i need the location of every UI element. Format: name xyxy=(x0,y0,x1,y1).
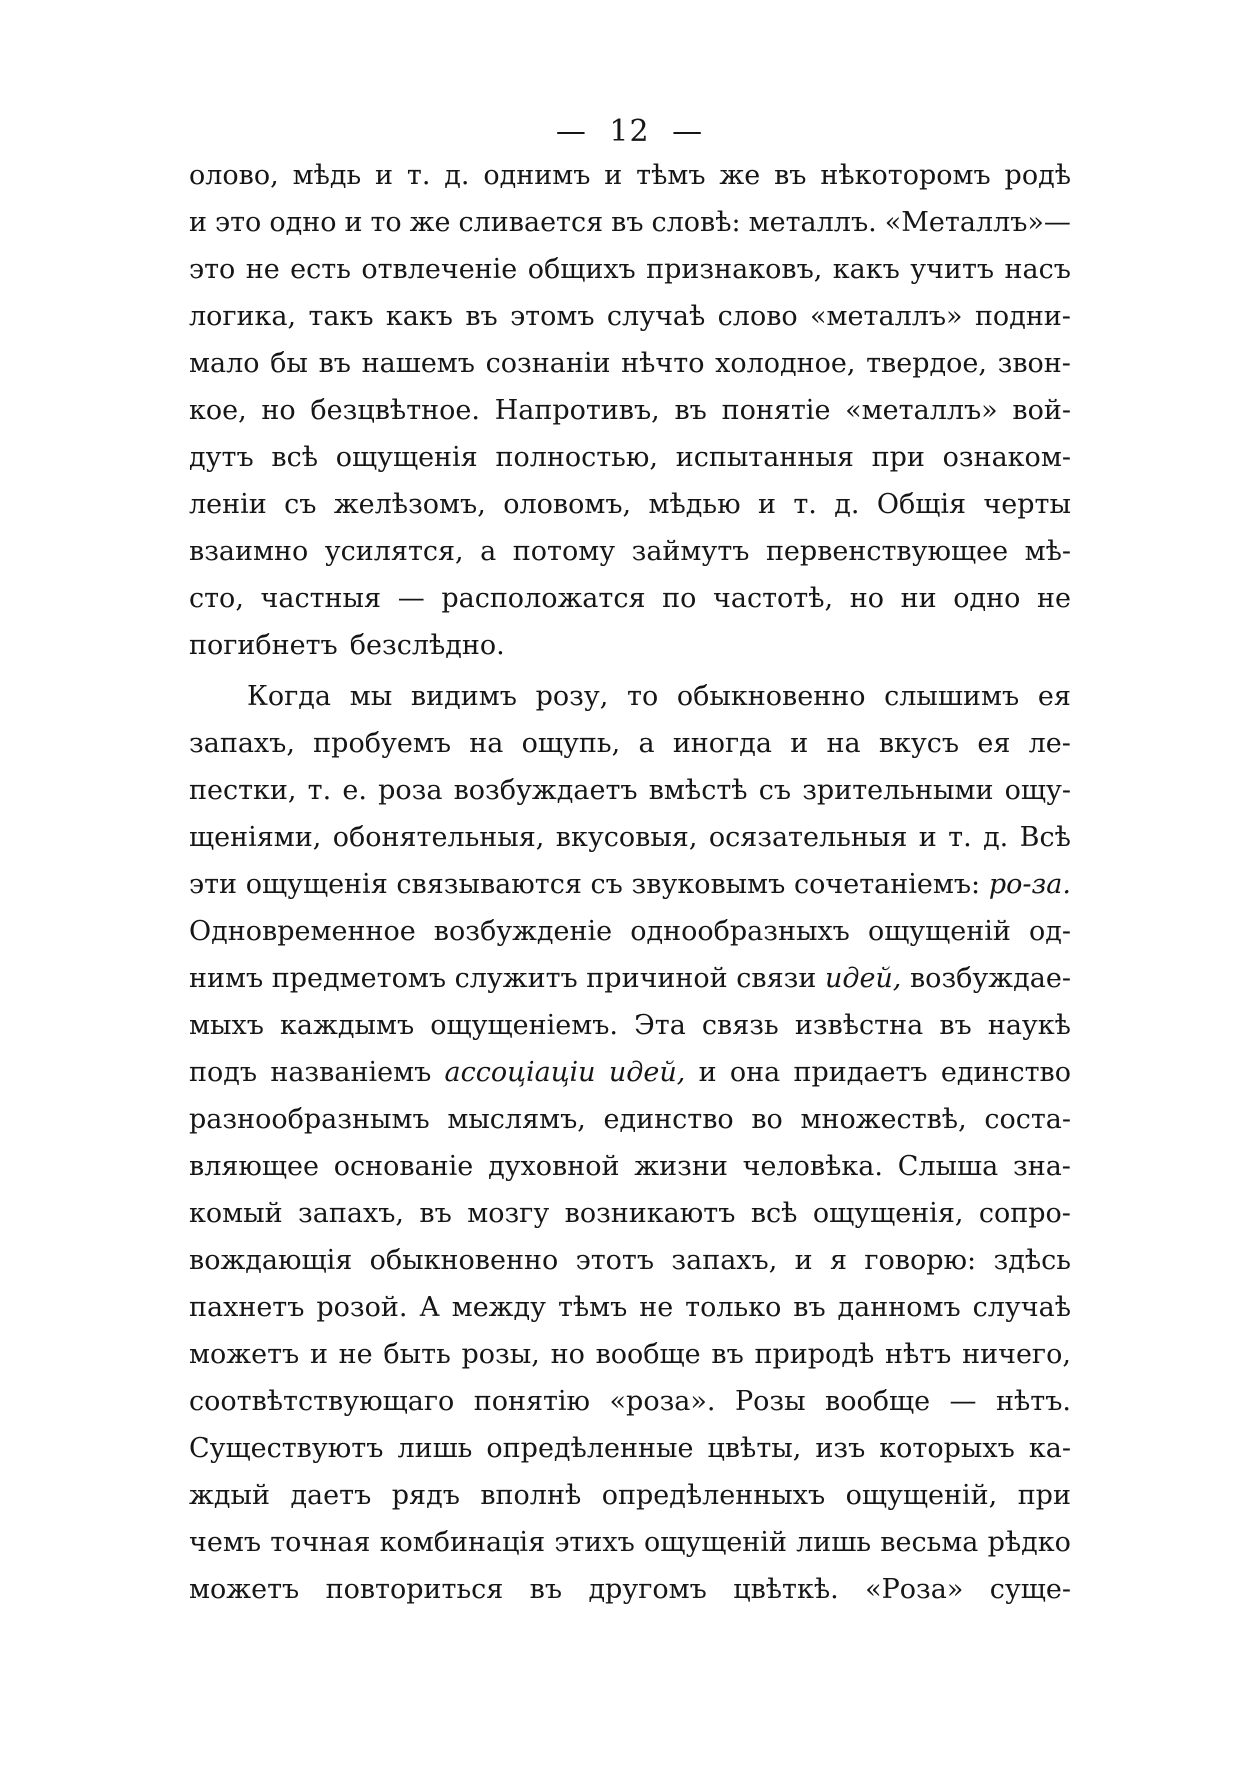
word: то xyxy=(370,207,402,238)
word: запахъ, xyxy=(671,1245,778,1276)
word: но xyxy=(261,395,296,426)
word: служитъ xyxy=(454,963,578,994)
word: холодное, xyxy=(715,348,856,379)
word: повториться xyxy=(325,1574,504,1605)
word: одно xyxy=(953,583,1021,614)
word: извѣстна xyxy=(794,1010,924,1041)
word: и xyxy=(757,489,776,520)
word: же xyxy=(719,160,761,191)
word: Существуютъ xyxy=(189,1433,384,1464)
word: Эта xyxy=(634,1010,686,1041)
text-line xyxy=(189,293,1071,340)
word: Напротивъ, xyxy=(494,395,660,426)
word: въ xyxy=(793,1292,826,1323)
word: вообще xyxy=(825,1386,931,1417)
word: тѣмъ xyxy=(557,1292,628,1323)
word: нѣкоторомъ xyxy=(820,160,991,191)
word: обыкновенно xyxy=(369,1245,559,1276)
word: соотвѣтствующаго xyxy=(189,1386,455,1417)
word: расположатся xyxy=(441,583,646,614)
word: понятіе xyxy=(721,395,831,426)
word: подни- xyxy=(974,301,1071,332)
word: и xyxy=(794,1245,813,1276)
word: черты xyxy=(983,489,1071,520)
word: мѣдь xyxy=(292,160,362,191)
word: возбуждаетъ xyxy=(453,775,638,806)
word: ощупь, xyxy=(521,728,621,759)
word: вообще xyxy=(595,1339,701,1370)
word: т. xyxy=(406,160,431,191)
word: мѣдью xyxy=(648,489,741,520)
word: въ xyxy=(674,395,707,426)
word: Всѣ xyxy=(1019,822,1071,853)
word: можетъ xyxy=(189,1339,300,1370)
word: точная xyxy=(270,1527,371,1558)
text-line xyxy=(189,387,1071,434)
word: мозгу xyxy=(467,1198,550,1229)
text-line xyxy=(189,340,1071,387)
word: звуковымъ xyxy=(631,869,786,900)
word: ея xyxy=(1037,681,1071,712)
word: основаніе xyxy=(333,1151,474,1182)
word: обыкновенно xyxy=(676,681,866,712)
word: и xyxy=(790,728,809,759)
text-line xyxy=(189,955,1071,1002)
word: ощущенія xyxy=(245,869,388,900)
word: опредѣленные xyxy=(486,1433,694,1464)
text-line xyxy=(189,434,1071,481)
word: причиной xyxy=(586,963,728,994)
word: Розы xyxy=(734,1386,806,1417)
word: слово xyxy=(717,301,798,332)
word: говорю: xyxy=(864,1245,977,1276)
word: цвѣткѣ. xyxy=(733,1574,839,1605)
word: сознаніи xyxy=(485,348,611,379)
word: въ xyxy=(939,1010,972,1041)
text-line xyxy=(189,861,1071,908)
text-line xyxy=(189,199,1071,246)
text-line xyxy=(189,622,1071,669)
word: вляющее xyxy=(189,1151,319,1182)
word: въ xyxy=(774,160,807,191)
word: безцвѣтное. xyxy=(310,395,480,426)
word: «роза». xyxy=(609,1386,716,1417)
text-line xyxy=(189,528,1071,575)
word: возбуждае- xyxy=(909,963,1071,994)
text-line xyxy=(189,814,1071,861)
word: какъ xyxy=(385,301,453,332)
text-line xyxy=(189,1096,1071,1143)
word: розой. xyxy=(316,1292,408,1323)
word: вмѣстѣ xyxy=(648,775,748,806)
word: пробуемъ xyxy=(313,728,452,759)
word: безслѣдно. xyxy=(349,630,505,661)
word: съ xyxy=(284,489,317,520)
word: суще- xyxy=(989,1574,1071,1605)
word: насъ xyxy=(1004,254,1071,285)
word: какъ xyxy=(832,254,900,285)
text-line xyxy=(189,908,1071,955)
word: на xyxy=(826,728,861,759)
word: однимъ xyxy=(483,160,591,191)
word: названіемъ xyxy=(270,1057,432,1088)
word: щеніями, xyxy=(189,822,322,853)
word: ничего, xyxy=(962,1339,1071,1370)
word: ознаком- xyxy=(942,442,1071,473)
word: сочетаніемъ: xyxy=(794,869,981,900)
word: это xyxy=(189,254,236,285)
word: однообразныхъ xyxy=(630,916,850,947)
word: сопро- xyxy=(978,1198,1071,1229)
word: она xyxy=(729,1057,781,1088)
text-line xyxy=(189,575,1071,622)
word: по xyxy=(662,583,697,614)
word: кое, xyxy=(189,395,247,426)
word: первенствующее xyxy=(765,536,1009,567)
word: я xyxy=(830,1245,848,1276)
text-line xyxy=(189,1472,1071,1519)
word: связываются xyxy=(396,869,582,900)
word: на xyxy=(469,728,504,759)
word: комый xyxy=(189,1198,283,1229)
text-line xyxy=(189,673,1071,720)
text-line xyxy=(189,720,1071,767)
word: другомъ xyxy=(588,1574,707,1605)
body-text xyxy=(189,152,1071,1613)
word: и xyxy=(918,822,937,853)
word: тѣмъ xyxy=(636,160,706,191)
text-line xyxy=(189,1190,1071,1237)
word: въ xyxy=(611,207,644,238)
word: обонятельныя, xyxy=(332,822,545,853)
word: ощущенія, xyxy=(812,1198,964,1229)
word: при xyxy=(1017,1480,1071,1511)
word: е. xyxy=(342,775,367,806)
text-line xyxy=(189,1049,1071,1096)
word: ро-за. xyxy=(988,869,1071,900)
text-line xyxy=(189,1331,1071,1378)
word: соста- xyxy=(984,1104,1071,1135)
word: иногда xyxy=(672,728,772,759)
word: ка- xyxy=(1028,1433,1071,1464)
word: здѣсь xyxy=(993,1245,1071,1276)
word: леніи xyxy=(189,489,267,520)
word: «металлъ» xyxy=(810,301,963,332)
word: словѣ: xyxy=(651,207,741,238)
word: ощущеній, xyxy=(845,1480,998,1511)
word: комбинація xyxy=(379,1527,546,1558)
word: Одновременное xyxy=(189,916,416,947)
word: полностью, xyxy=(495,442,658,473)
word: запахъ, xyxy=(189,728,295,759)
text-line xyxy=(189,1425,1071,1472)
word: роза xyxy=(378,775,443,806)
word: сто, xyxy=(189,583,244,614)
word: рѣдко xyxy=(987,1527,1071,1558)
word: нѣчто xyxy=(621,348,705,379)
word: мѣ- xyxy=(1024,536,1071,567)
word: — xyxy=(397,583,425,614)
word: ощущеній xyxy=(867,916,1011,947)
word: испытанныя xyxy=(675,442,854,473)
word: всѣ xyxy=(750,1198,798,1229)
word: при xyxy=(871,442,925,473)
word: ассоціаціи xyxy=(444,1057,596,1088)
word: есть xyxy=(290,254,351,285)
word: весьма xyxy=(880,1527,979,1558)
word: «Роза» xyxy=(865,1574,964,1605)
word: которыхъ xyxy=(879,1433,1015,1464)
word: и xyxy=(698,1057,717,1088)
text-line xyxy=(189,1519,1071,1566)
word: сливается xyxy=(458,207,604,238)
word: вкусъ xyxy=(878,728,960,759)
word: отвлеченіе xyxy=(361,254,518,285)
word: мыслямъ, xyxy=(447,1104,586,1135)
paragraph xyxy=(189,152,1071,669)
word: Слыша xyxy=(897,1151,999,1182)
word: наукѣ xyxy=(987,1010,1071,1041)
word: случаѣ xyxy=(606,301,706,332)
word: ея xyxy=(977,728,1011,759)
word: общихъ xyxy=(527,254,636,285)
word: и xyxy=(375,160,394,191)
text-line xyxy=(189,767,1071,814)
word: не xyxy=(245,254,280,285)
word: рядъ xyxy=(391,1480,460,1511)
text-line xyxy=(189,1566,1071,1613)
word: это xyxy=(215,207,262,238)
word: ни xyxy=(900,583,937,614)
word: возникаютъ xyxy=(564,1198,736,1229)
word: а xyxy=(638,728,655,759)
word: вождающія xyxy=(189,1245,353,1276)
word: т. xyxy=(793,489,817,520)
word: связи xyxy=(736,963,817,994)
word: желѣзомъ, xyxy=(333,489,486,520)
word: нѣтъ. xyxy=(996,1386,1071,1417)
word: слышимъ xyxy=(884,681,1020,712)
word: ле- xyxy=(1028,728,1071,759)
word: займутъ xyxy=(631,536,750,567)
word: потому xyxy=(512,536,616,567)
word: вкусовыя, xyxy=(555,822,698,853)
paragraph xyxy=(189,673,1071,1613)
word: мы xyxy=(349,681,393,712)
word: всѣ xyxy=(271,442,318,473)
word: д. xyxy=(983,822,1009,853)
word: пахнетъ xyxy=(189,1292,305,1323)
word: А xyxy=(419,1292,440,1323)
word: не xyxy=(1037,583,1071,614)
text-line xyxy=(189,481,1071,528)
word: логика, xyxy=(189,301,297,332)
word: видимъ xyxy=(410,681,517,712)
word: то xyxy=(627,681,659,712)
word: понятію xyxy=(473,1386,591,1417)
word: связь xyxy=(701,1010,779,1041)
text-line xyxy=(189,1237,1071,1284)
word: придаетъ xyxy=(793,1057,928,1088)
word: чемъ xyxy=(189,1527,262,1558)
word: быть xyxy=(383,1339,451,1370)
text-line xyxy=(189,1378,1071,1425)
word: а xyxy=(480,536,497,567)
word: «Металлъ»— xyxy=(884,207,1071,238)
word: опредѣленныхъ xyxy=(601,1480,826,1511)
word: и xyxy=(189,207,207,238)
word: этихъ xyxy=(554,1527,635,1558)
word: «металлъ» xyxy=(845,395,998,426)
word: каждымъ xyxy=(280,1010,415,1041)
word: и xyxy=(309,1339,328,1370)
word: Когда xyxy=(247,681,332,712)
word: розы, xyxy=(461,1339,540,1370)
word: лишь xyxy=(796,1527,872,1558)
word: между xyxy=(451,1292,547,1323)
word: ощущеній xyxy=(643,1527,787,1558)
word: не xyxy=(338,1339,373,1370)
word: зрительными xyxy=(802,775,994,806)
word: ждый xyxy=(189,1480,270,1511)
word: даетъ xyxy=(290,1480,372,1511)
word: единство xyxy=(603,1104,734,1135)
word: съ xyxy=(590,869,623,900)
word: въ xyxy=(529,1574,563,1605)
word: т. xyxy=(948,822,972,853)
word: нашемъ xyxy=(361,348,475,379)
word: взаимно xyxy=(189,536,309,567)
text-line xyxy=(189,152,1071,199)
word: въ xyxy=(465,301,498,332)
page-number: — 12 — xyxy=(555,114,704,149)
word: идей, xyxy=(608,1057,686,1088)
word: и xyxy=(344,207,363,238)
word: случаѣ xyxy=(972,1292,1071,1323)
text-line xyxy=(189,1284,1071,1331)
word: но xyxy=(849,583,884,614)
word: въ xyxy=(711,1339,744,1370)
word: оловомъ, xyxy=(503,489,632,520)
word: же xyxy=(409,207,451,238)
word: мало xyxy=(189,348,260,379)
word: человѣка. xyxy=(742,1151,883,1182)
word: зна- xyxy=(1012,1151,1071,1182)
word: этомъ xyxy=(510,301,595,332)
word: природѣ xyxy=(754,1339,875,1370)
word: множествѣ, xyxy=(800,1104,967,1135)
word: во xyxy=(751,1104,783,1135)
word: цвѣты, xyxy=(707,1433,802,1464)
word: звон- xyxy=(997,348,1071,379)
word: въ xyxy=(419,1198,452,1229)
word: нѣтъ xyxy=(884,1339,952,1370)
word: вполнѣ xyxy=(480,1480,582,1511)
word: вой- xyxy=(1012,395,1071,426)
word: возбужденіе xyxy=(433,916,613,947)
word: идей, xyxy=(824,963,902,994)
word: родѣ xyxy=(1004,160,1071,191)
word: дутъ xyxy=(189,442,254,473)
word: од- xyxy=(1028,916,1071,947)
word: этотъ xyxy=(575,1245,655,1276)
word: лишь xyxy=(397,1433,473,1464)
word: мыхъ xyxy=(189,1010,264,1041)
word: изъ xyxy=(815,1433,866,1464)
word: предметомъ xyxy=(271,963,446,994)
word: розу, xyxy=(535,681,609,712)
word: данномъ xyxy=(837,1292,961,1323)
text-line xyxy=(189,246,1071,293)
word: не xyxy=(639,1292,674,1323)
word: только xyxy=(685,1292,782,1323)
word: единство xyxy=(940,1057,1071,1088)
word: съ xyxy=(758,775,792,806)
word: осязательныя xyxy=(708,822,908,853)
word: духовной xyxy=(488,1151,620,1182)
word: ощущенія xyxy=(335,442,478,473)
word: частныя xyxy=(260,583,382,614)
word: въ xyxy=(318,348,351,379)
word: усилятся, xyxy=(324,536,464,567)
word: частотѣ, xyxy=(713,583,834,614)
word: ощу- xyxy=(1004,775,1071,806)
word: погибнетъ xyxy=(189,630,338,661)
word: пестки, xyxy=(189,775,297,806)
word: олово, xyxy=(189,160,279,191)
word: можетъ xyxy=(189,1574,300,1605)
word: жизни xyxy=(634,1151,728,1182)
word: такъ xyxy=(308,301,374,332)
word: разнообразнымъ xyxy=(189,1104,430,1135)
word: признаковъ, xyxy=(646,254,823,285)
word: д. xyxy=(834,489,860,520)
word: запахъ, xyxy=(298,1198,404,1229)
text-line xyxy=(189,1143,1071,1190)
text-line xyxy=(189,1002,1071,1049)
word: — xyxy=(949,1386,977,1417)
word: Общія xyxy=(876,489,967,520)
word: металлъ. xyxy=(748,207,877,238)
word: одно xyxy=(269,207,337,238)
word: нимъ xyxy=(189,963,264,994)
word: д. xyxy=(444,160,470,191)
word: подъ xyxy=(189,1057,258,1088)
word: ощущеніемъ. xyxy=(430,1010,618,1041)
word: но xyxy=(550,1339,585,1370)
word: т. xyxy=(307,775,332,806)
word: и xyxy=(604,160,623,191)
word: учитъ xyxy=(910,254,995,285)
word: эти xyxy=(189,869,238,900)
word: твердое, xyxy=(866,348,987,379)
word: бы xyxy=(270,348,308,379)
